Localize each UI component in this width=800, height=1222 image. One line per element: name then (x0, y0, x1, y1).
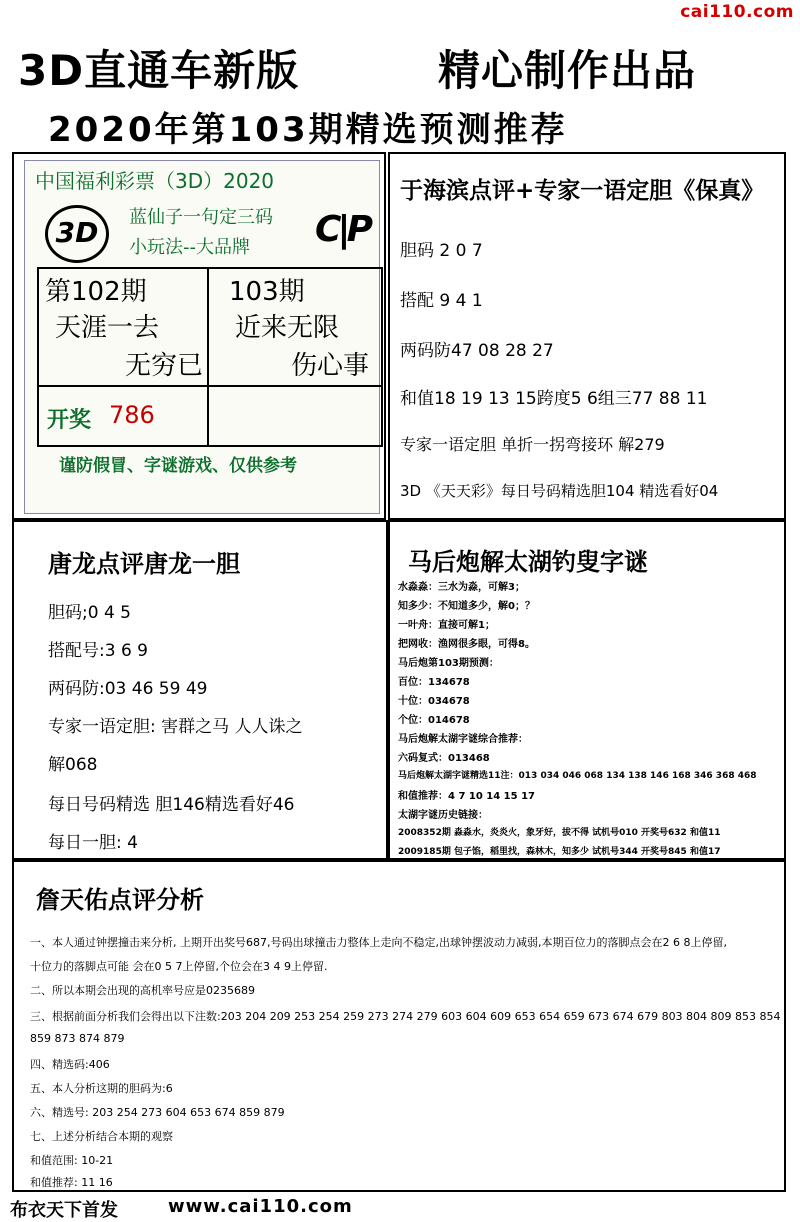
tang-panel (12, 520, 388, 860)
zhan-line: 十位力的落脚点可能 会在0 5 7上停留,个位会在3 4 9上停留. (30, 960, 328, 973)
ma-line: 和值推荐：4 7 10 14 15 17 (398, 791, 535, 802)
grid-divider (39, 385, 381, 387)
ma-line: 六码复式：013468 (398, 753, 490, 764)
ma-line: 2008352期 淼淼水，炎炎火，象牙好，拔不得 试机号010 开奖号632 和值11 (398, 828, 721, 838)
zhan-line: 三、根据前面分析我们会得出以下注数:203 204 209 253 254 259 273 274 279 603 604 609 653 654 659 673 674 679 803 804 809 853 854 (30, 1010, 781, 1023)
tang-line: 每日号码精选 胆146精选看好46 (48, 795, 295, 815)
3d-logo-icon: 3D (45, 205, 109, 263)
ticket-line2: 小玩法--大品牌 (129, 237, 250, 258)
tang-title: 唐龙点评唐龙一胆 (48, 550, 240, 578)
ticket-notice: 谨防假冒、字谜游戏、仅供参考 (59, 456, 297, 476)
yu-line: 搭配 9 4 1 (400, 291, 483, 311)
prev-line2: 无穷已 (125, 351, 204, 381)
ma-line: 知多少：不知道多少，解0；？ (398, 601, 535, 612)
ma-line: 十位：034678 (398, 696, 470, 707)
ma-line: 个位：014678 (398, 715, 470, 726)
yu-line: 专家一语定胆 单折一拐弯接环 解279 (400, 435, 665, 454)
cur-issue: 103期 (229, 277, 305, 307)
cur-line1: 近来无限 (235, 313, 340, 343)
ticket-grid (37, 267, 383, 447)
zhan-line: 一、本人通过钟摆撞击来分析, 上期开出奖号687,号码出球撞击力整体上走向不稳定,出球钟摆波动力减弱,本期百位力的落脚点会在2 6 8上停留, (30, 936, 727, 949)
issue-subtitle: 2020年第103期精选预测推荐 (48, 110, 568, 150)
zhan-line: 和值推荐: 11 16 (30, 1176, 113, 1189)
ma-line: 马后炮第103期预测： (398, 658, 499, 669)
zhan-line: 六、精选号: 203 254 273 604 653 674 859 879 (30, 1106, 285, 1119)
ma-panel (388, 520, 786, 860)
ma-line: 2009185期 包子馅，稻里找，森林木，知多少 试机号344 开奖号845 和值17 (398, 847, 721, 857)
ticket-panel (12, 152, 386, 520)
yu-line: 胆码 2 0 7 (400, 241, 483, 261)
tang-line: 专家一语定胆: 害群之马 人人诛之 (48, 717, 303, 737)
draw-value: 786 (109, 401, 155, 429)
zhan-line: 四、精选码:406 (30, 1058, 110, 1071)
ma-title: 马后炮解太湖钓叟字谜 (408, 548, 648, 576)
site-logo-text: cai110.com (680, 2, 794, 22)
cp-logo-icon: C|P (315, 209, 369, 250)
ma-line: 马后炮解太湖字谜精选11注：013 034 046 068 134 138 146 168 346 368 468 (398, 771, 757, 781)
zhan-title: 詹天佑点评分析 (36, 886, 204, 914)
footer-left: 布衣天下首发 (10, 1200, 118, 1221)
ma-line: 把网收：渔网很多眼，可得8。 (398, 639, 535, 650)
cur-line2: 伤心事 (291, 351, 370, 381)
ticket-line1: 蓝仙子一句定三码 (129, 207, 273, 228)
zhan-panel (12, 860, 786, 1192)
yu-line: 3D 《天天彩》每日号码精选胆104 精选看好04 (400, 482, 719, 500)
tang-line: 搭配号:3 6 9 (48, 641, 148, 661)
zhan-line: 二、所以本期会出现的高机率号应是0235689 (30, 984, 255, 997)
grid-divider (207, 269, 209, 445)
yu-line: 两码防47 08 28 27 (400, 341, 554, 361)
footer-url-link[interactable]: www.cai110.com (168, 1196, 353, 1217)
yu-panel (388, 152, 786, 520)
zhan-line: 五、本人分析这期的胆码为:6 (30, 1082, 173, 1095)
prev-line1: 天涯一去 (55, 313, 160, 343)
zhan-line: 859 873 874 879 (30, 1032, 125, 1045)
tang-line: 两码防:03 46 59 49 (48, 679, 208, 699)
ma-line: 百位：134678 (398, 677, 470, 688)
zhan-line: 和值范围: 10-21 (30, 1154, 114, 1167)
ma-line: 太湖字谜历史链接： (398, 810, 488, 821)
ma-line: 水淼淼：三水为淼，可解3； (398, 582, 525, 593)
draw-label: 开奖 (47, 408, 92, 433)
tang-line: 胆码;0 4 5 (48, 603, 131, 623)
header-left-title: 3D直通车新版 (18, 46, 300, 95)
ticket-card (24, 160, 380, 514)
ticket-title: 中国福利彩票（3D）2020 (35, 169, 275, 193)
yu-line: 和值18 19 13 15跨度5 6组三77 88 11 (400, 389, 708, 409)
header-right-title: 精心制作出品 (438, 46, 697, 95)
prev-issue: 第102期 (45, 277, 147, 307)
zhan-line: 七、上述分析结合本期的观察 (30, 1130, 173, 1143)
ma-line: 一叶舟：直接可解1； (398, 620, 495, 631)
ma-line: 马后炮解太湖字谜综合推荐： (398, 734, 528, 745)
yu-title: 于海滨点评+专家一语定胆《保真》 (400, 178, 765, 204)
tang-line: 每日一胆: 4 (48, 833, 138, 853)
tang-line: 解068 (48, 755, 98, 775)
